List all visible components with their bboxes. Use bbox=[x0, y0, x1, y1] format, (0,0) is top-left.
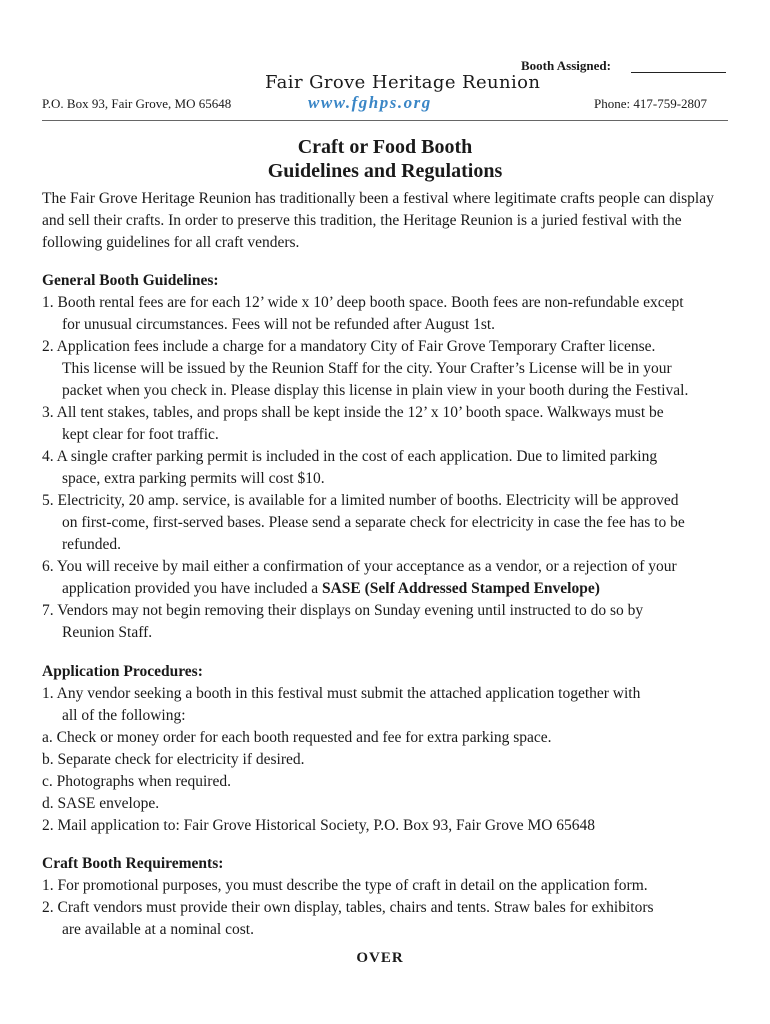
general-line-sase bbox=[62, 578, 600, 600]
over-label: OVER bbox=[356, 950, 404, 966]
general-line: on first-come, first-served bases. Please send a separate check for electricity in case the fee has to be bbox=[62, 514, 685, 531]
application-line: b. Separate check for electricity if desired. bbox=[42, 751, 305, 768]
general-line: This license will be issued by the Reunion Staff for the city. Your Crafter’s License will be in your bbox=[62, 360, 672, 377]
craft-line: are available at a nominal cost. bbox=[62, 921, 254, 938]
application-heading: Application Procedures: bbox=[42, 663, 203, 680]
general-line: packet when you check in. Please display this license in plain view in your booth during the Festival. bbox=[62, 382, 689, 399]
general-line: 6. You will receive by mail either a confirmation of your acceptance as a vendor, or a rejection of your bbox=[42, 558, 677, 575]
website-link[interactable]: www.fghps.org bbox=[308, 93, 432, 112]
page-title-line1: Craft or Food Booth bbox=[297, 136, 473, 158]
sase-note: SASE (Self Addressed Stamped Envelope) bbox=[321, 580, 600, 597]
general-line: 1. Booth rental fees are for each 12’ wide x 10’ deep booth space. Booth fees are non-refundable except bbox=[42, 294, 684, 311]
booth-assigned-blank bbox=[631, 72, 726, 73]
general-line: 3. All tent stakes, tables, and props shall be kept inside the 12’ x 10’ booth space. Walkways must be bbox=[42, 404, 664, 421]
intro-paragraph: The Fair Grove Heritage Reunion has traditionally been a festival where legitimate crafts people can display and sell their crafts. In order to preserve this tradition, the Heritage Reunion is a juried festival with the following guidelines for all craft venders. bbox=[42, 190, 714, 251]
org-name: Fair Grove Heritage Reunion bbox=[265, 72, 541, 93]
page-title-line2: Guidelines and Regulations bbox=[267, 160, 503, 182]
application-line: d. SASE envelope. bbox=[42, 795, 160, 812]
general-line: Reunion Staff. bbox=[62, 624, 153, 641]
application-line: c. Photographs when required. bbox=[42, 773, 231, 790]
application-line: 2. Mail application to: Fair Grove Historical Society, P.O. Box 93, Fair Grove MO 65648 bbox=[42, 817, 596, 834]
craft-heading: Craft Booth Requirements: bbox=[42, 855, 224, 872]
phone: Phone: 417-759-2807 bbox=[594, 96, 708, 111]
address: P.O. Box 93, Fair Grove, MO 65648 bbox=[42, 96, 232, 111]
general-line: 5. Electricity, 20 amp. service, is available for a limited number of booths. Electricity will be approved bbox=[42, 492, 679, 509]
general-line: for unusual circumstances. Fees will not be refunded after August 1st. bbox=[62, 316, 496, 333]
booth-assigned-label: Booth Assigned: bbox=[521, 58, 611, 73]
general-line: application provided you have included a bbox=[62, 580, 322, 597]
craft-line: 1. For promotional purposes, you must describe the type of craft in detail on the application form. bbox=[42, 877, 648, 894]
craft-line: 2. Craft vendors must provide their own display, tables, chairs and tents. Straw bales for exhibitors bbox=[42, 899, 654, 916]
general-line: space, extra parking permits will cost $10. bbox=[62, 470, 325, 487]
general-line: 4. A single crafter parking permit is included in the cost of each application. Due to limited parking bbox=[42, 448, 658, 465]
general-line: refunded. bbox=[62, 536, 121, 553]
application-line: all of the following: bbox=[62, 707, 186, 724]
header-divider bbox=[42, 120, 728, 121]
general-heading: General Booth Guidelines: bbox=[42, 272, 219, 289]
general-line: 2. Application fees include a charge for a mandatory City of Fair Grove Temporary Crafter license. bbox=[42, 338, 656, 355]
application-line: a. Check or money order for each booth requested and fee for extra parking space. bbox=[42, 729, 552, 746]
general-line: kept clear for foot traffic. bbox=[62, 426, 219, 443]
application-line: 1. Any vendor seeking a booth in this festival must submit the attached application together with bbox=[42, 685, 641, 702]
general-line: 7. Vendors may not begin removing their displays on Sunday evening until instructed to do so by bbox=[42, 602, 644, 619]
